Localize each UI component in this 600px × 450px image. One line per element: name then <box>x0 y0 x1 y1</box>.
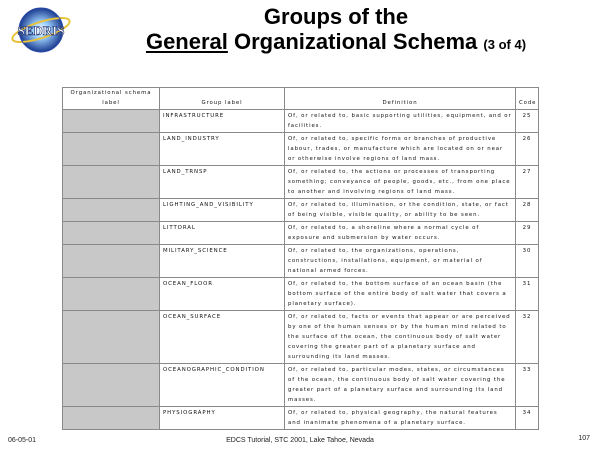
group-label-cell: OCEAN_FLOOR <box>160 278 285 311</box>
group-label-cell: LAND_TRNSP <box>160 166 285 199</box>
definition-cell: Of, or related to, the organizations, operations, constructions, installations, equipment, or material of national armed forces. <box>285 245 516 278</box>
schema-label-cell <box>63 311 160 364</box>
code-cell: 33 <box>516 364 539 407</box>
slide-title <box>80 4 592 57</box>
code-cell: 32 <box>516 311 539 364</box>
title-underlined-word: General <box>145 29 228 54</box>
title-line-1: Groups of the <box>263 4 409 29</box>
header-group-label: Group label <box>160 88 285 110</box>
definition-cell: Of, or related to, specific forms or branches of productive labour, trades, or manufacture which are located on or near or otherwise involve regions of land mass. <box>285 133 516 166</box>
groups-table <box>62 87 539 430</box>
schema-label-cell <box>63 407 160 430</box>
definition-cell: Of, or related to, basic supporting utilities, equipment, and or facilities. <box>285 110 516 133</box>
group-label-cell: INFRASTRUCTURE <box>160 110 285 133</box>
table-row <box>63 110 539 133</box>
footer-date: 06-05-01 <box>8 437 37 444</box>
header-code: Code <box>516 88 539 110</box>
title-suffix: (3 of 4) <box>483 37 527 52</box>
schema-label-cell <box>63 364 160 407</box>
group-label-cell: MILITARY_SCIENCE <box>160 245 285 278</box>
svg-text:SEDRIS: SEDRIS <box>17 23 65 38</box>
group-label-cell: LITTORAL <box>160 222 285 245</box>
code-cell: 26 <box>516 133 539 166</box>
table-row <box>63 278 539 311</box>
title-rest: Organizational Schema <box>227 29 478 54</box>
group-label-cell: PHYSIOGRAPHY <box>160 407 285 430</box>
code-cell: 31 <box>516 278 539 311</box>
schema-label-cell <box>63 222 160 245</box>
definition-cell: Of, or related to, a shoreline where a normal cycle of exposure and submersion by water occurs. <box>285 222 516 245</box>
schema-label-cell <box>63 166 160 199</box>
code-cell: 34 <box>516 407 539 430</box>
definition-cell: Of, or related to, the actions or processes of transporting something; conveyance of people, goods, etc., from one place to another and involving regions of land mass. <box>285 166 516 199</box>
definition-cell: Of, or related to, illumination, or the condition, state, or fact of being visible, visible quality, or ability to be seen. <box>285 199 516 222</box>
table-row <box>63 166 539 199</box>
code-cell: 25 <box>516 110 539 133</box>
group-label-cell: OCEANOGRAPHIC_CONDITION <box>160 364 285 407</box>
schema-label-cell <box>63 199 160 222</box>
schema-label-cell <box>63 278 160 311</box>
schema-label-cell <box>63 133 160 166</box>
code-cell: 27 <box>516 166 539 199</box>
table-row <box>63 199 539 222</box>
group-label-cell: LAND_INDUSTRY <box>160 133 285 166</box>
definition-cell: Of, or related to, physical geography, the natural features and inanimate phenomena of a planetary surface. <box>285 407 516 430</box>
header-definition: Definition <box>285 88 516 110</box>
code-cell: 30 <box>516 245 539 278</box>
header-schema-label: Organizational schema label <box>63 88 160 110</box>
group-label-cell: LIGHTING_AND_VISIBILITY <box>160 199 285 222</box>
table-row <box>63 133 539 166</box>
footer-event: EDCS Tutorial, STC 2001, Lake Tahoe, Nevada <box>226 437 374 444</box>
title-line-2 <box>80 29 592 57</box>
table-row <box>63 222 539 245</box>
table-row <box>63 245 539 278</box>
definition-cell: Of, or related to, facts or events that appear or are perceived by one of the human senses or by the human mind related to the surface of the ocean, the continuous body of salt water covering the greater part of a planetary surface and surrounding its land masses. <box>285 311 516 364</box>
code-cell: 28 <box>516 199 539 222</box>
table-row <box>63 407 539 430</box>
definition-cell: Of, or related to, particular modes, states, or circumstances of the ocean, the continuous body of salt water covering the greater part of a planetary surface and surrounding its land masses. <box>285 364 516 407</box>
page-number: 107 <box>578 435 590 442</box>
sedris-logo <box>6 4 76 56</box>
group-label-cell: OCEAN_SURFACE <box>160 311 285 364</box>
schema-label-cell <box>63 110 160 133</box>
schema-label-cell <box>63 245 160 278</box>
definition-cell: Of, or related to, the bottom surface of an ocean basin (the bottom surface of the entire body of salt water that covers a planetary surface). <box>285 278 516 311</box>
table-header-row <box>63 88 539 110</box>
table-row <box>63 364 539 407</box>
table-row <box>63 311 539 364</box>
code-cell: 29 <box>516 222 539 245</box>
